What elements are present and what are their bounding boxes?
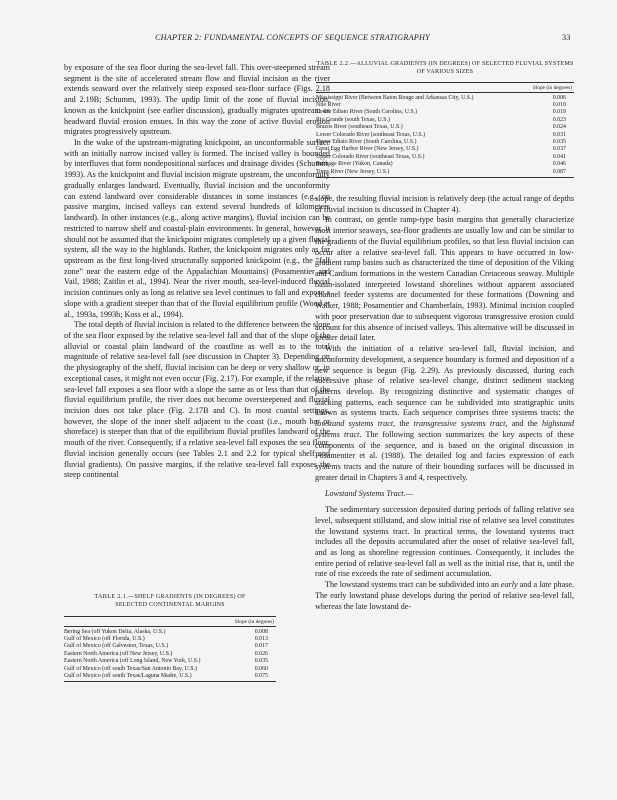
paragraph: The sedimentary succession deposited during periods of falling relative sea level, subsequent stillstand, and slow initial rise of relative sea level constitutes the lowstand systems tract. In practical terms, the lowstand systems tract includes all the deposits accumulated after the onset of relative sea-level fall, and as long as shoreline regression continues. Consequently, it includes the entire period of relative sea-level fall as well as the initial rise, that is, until the rate of rise exceeds the rate of sediment accumulation. <box>315 505 574 579</box>
row-location: Upper Colorado River (southeast Texas, U.S.) <box>316 153 425 160</box>
term-early: early <box>500 580 518 590</box>
term-transgressive: transgressive systems tract <box>413 419 506 429</box>
table-rule <box>316 82 574 83</box>
row-location: Babbage River (Yukon, Canada) <box>316 161 393 168</box>
row-slope: 0.041 <box>552 153 566 160</box>
paragraph: In contrast, on gentle ramp-type basin margins that generally characterize most interior seaways, sea-floor gradients are usually low and can be similar to the gradients of the fluvial equilibrium profiles, so that less fluvial incision can occur after a relative sea-level fall. This appears to have occurred in low-gradient ramp basins such as characterized the time of deposition of the Viking and Cardium formations in the western Canadian Cretaceous seaway. Multiple basin-isolated interpreted lowstand shorelines without apparent associated channel feeder systems are documented for these formations (Downing and Walker, 1988; Posamentier and Chamberlain, 1993). Minimal incision coupled with poor preservation due to subsequent vigorous transgressive erosion could account for this absence of incised valleys. This alternative will be discussed in greater detail later. <box>315 215 574 343</box>
row-location: Eastern North America (off Long Island, New York, U.S.) <box>64 658 201 665</box>
right-column <box>315 194 574 612</box>
table-row <box>316 132 574 139</box>
row-slope: 0.075 <box>254 673 268 680</box>
row-location: Toms River (New Jersey, U.S.) <box>316 168 390 175</box>
table-unit-header: Slope (in degrees) <box>234 618 274 625</box>
paragraph: In the wake of the upstream-migrating knickpoint, an unconformable surface with an initially narrow incised valley is formed. The incised valley is bounded by interfluves that form nondepositional surfaces and drainage divides (Schumm, 1993). As the knickpoint and fluvial incision migrate upstream, the unconformity gradually enlarges landward. Eventually, fluvial incision and the unconformity can extend landward over considerable distances in some instances (e.g., on passive margins, incised valleys can extend several hundreds of kilometers landward). In other instances (e.g., along active margins), fluvial incision can be restricted to narrow shelf and coastal-plain environments. In general, however, it should not be assumed that the knickpoint migrates completely up a given fluvial system, all the way to the highlands. Rather, the knickpoint migrates only as far upstream as the first long-lived structurally supported knickpoint (e.g., the “fall zone” near the eastern edge of the Appalachian Mountains) (Posamentier and Vail, 1988; Zaitlin et al., 1994). Near the river mouth, sea-level-induced fluvial incision continues only as long as relative sea level continues to fall and expose a slope with a gradient steeper than that of the fluvial equilibrium profile (Wood et al., 1993a, 1993b; Koss et al., 1994). <box>64 138 330 319</box>
row-location: Gulf of Mexico (off Galveston, Texas, U.S.) <box>64 643 169 650</box>
row-location: Nile River <box>316 102 341 108</box>
row-location: Rio Grande (south Texas, U.S.) <box>316 116 390 123</box>
table-body <box>64 629 276 681</box>
row-location: Bering Sea (off Yukon Delta, Alaska, U.S.) <box>64 628 166 635</box>
table-body <box>316 95 574 176</box>
row-slope: 0.008 <box>254 628 268 635</box>
row-location: Gulf of Mexico (off Florida, U.S.) <box>64 636 145 642</box>
paragraph: by exposure of the sea floor during the sea-level fall. This over-steepened stream segment is the site of accelerated stream flow and fluvial incision as the river extends seaward over the relatively steep exposed sea-floor surface (Figs. 2.18 and 2.19B; Schumm, 1993). The updip limit of the zone of fluvial incision, known as the knickpoint (see earlier discussion), gradually migrates upstream as headward fluvial erosion ensues. In this way the zone of active fluvial erosion migrates progressively upstream. <box>64 63 330 137</box>
row-location: Brazos River (southeast Texas, U.S.) <box>316 124 403 131</box>
row-slope: 0.023 <box>552 116 566 123</box>
row-slope: 0.087 <box>552 168 566 175</box>
row-slope: 0.017 <box>254 643 268 650</box>
row-location: Mississippi River (Between Baton Rouge and Arkansas City, U.S.) <box>316 94 474 101</box>
table-row <box>316 146 574 153</box>
table-unit-header: Slope (in degrees) <box>532 84 572 91</box>
table-caption: TABLE 2.2.—ALLUVIAL GRADIENTS (IN DEGREES) OF SELECTED FLUVIAL SYSTEMS OF VARIOUS SIZES <box>316 61 574 75</box>
table-row <box>64 666 276 673</box>
term-highstand: highstand systems tract <box>315 419 574 439</box>
paragraph: With the initiation of a relative sea-level fall, fluvial incision, and unconformity development, a sequence boundary is formed and deposition of a new sequence is begun (Fig. 2.29). As previously discussed, during each successive phase of relative sea-level change, distinct sediment stacking patterns develop. By recognizing distinctive and systematic changes of stacking patterns, each sequence can be subdivided into stratigraphic units known as systems tracts. Each sequence comprises three systems tracts: the lowstand systems tract, the transgressive systems tract, and the highstand systems tract. The following section summarizes the key aspects of these components of the sequence, and is based on the original discussion in Posamentier et al. (1988). The detailed log and facies expression of each systems tracts and the nature of their bounding surfaces will be discussed in greater detail in Chapters 3 and 4, respectively. <box>315 344 574 482</box>
paragraph: The total depth of fluvial incision is related to the difference between the slope of the sea floor exposed by the relative sea-level fall and that of the slope of the alluvial or coastal plain landward of the coastline as well as to the total magnitude of relative sea-level fall (see discussion in Chapter 3). Depending on the physiography of the shelf, fluvial incision can be deep or very shallow or, in exceptional cases, it might not even occur (Fig. 2.17). For example, if the relative sea-level fall exposes a sea floor with a slope the same as or less than that of the fluvial equilibrium profile, the river does not become oversteepened and fluvial incision does not take place (Fig. 2.17B and C). In most coastal settings, however, the slope of the inner shelf adjacent to the coast (i.e., mouth bar or shoreface) is steeper than that of the equilibrium fluvial profiles landward of the mouth of the river. Consequently, if a relative sea-level fall exposes the sea floor, fluvial incision generally occurs (see Tables 2.1 and 2.2 for typical shelf and fluvial gradients). On passive margins, if the relative sea-level fall exposes the steep continental <box>64 320 330 480</box>
row-slope: 0.031 <box>552 131 566 138</box>
page-number: 33 <box>562 33 571 42</box>
row-slope: 0.037 <box>552 146 566 153</box>
table-row <box>316 109 574 116</box>
row-slope: 0.046 <box>552 161 566 168</box>
row-location: Upper Ediato River (South Carolina, U.S.) <box>316 139 417 146</box>
row-slope: 0.035 <box>552 139 566 146</box>
table-2-1 <box>64 594 276 682</box>
table-rule <box>64 681 276 682</box>
table-row <box>64 673 276 680</box>
row-slope: 0.006 <box>552 94 566 101</box>
term-late: late <box>539 580 552 590</box>
row-slope: 0.026 <box>254 650 268 657</box>
paragraph: slope, the resulting fluvial incision is relatively deep (the actual range of depths of fluvial incision is discussed in Chapter 4). <box>315 194 574 214</box>
table-rule <box>316 177 574 178</box>
left-column <box>64 63 330 481</box>
table-row <box>64 658 276 665</box>
row-location: Gulf of Mexico (off south Texas/San Antonio Bay, U.S.) <box>64 665 197 672</box>
table-row <box>316 161 574 168</box>
table-row <box>316 124 574 131</box>
row-location: Great Egg Harbor River (New Jersey, U.S.) <box>316 146 419 153</box>
row-slope: 0.024 <box>552 124 566 131</box>
paragraph: The lowstand systems tract can be subdivided into an early and a late phase. The early lowstand phase develops during the period of relative sea-level fall, whereas the late lowstand de- <box>315 580 575 611</box>
chapter-title: CHAPTER 2: FUNDAMENTAL CONCEPTS OF SEQUENCE STRATIGRAPHY <box>155 33 430 42</box>
section-subheading: Lowstand Systems Tract.— <box>325 489 413 499</box>
row-slope: 0.010 <box>552 102 566 108</box>
table-caption: TABLE 2.1.—SHELF GRADIENTS (IN DEGREES) OF SELECTED CONTINENTAL MARGINS <box>94 594 246 608</box>
table-rule <box>316 92 574 93</box>
table-row <box>64 643 276 650</box>
table-row <box>316 169 574 176</box>
row-location: Eastern North America (off New Jersey, U.S.) <box>64 650 173 657</box>
row-slope: 0.060 <box>254 665 268 672</box>
row-location: Lower Ediato River (South Carolina, U.S.) <box>316 109 418 116</box>
row-slope: 0.035 <box>254 658 268 665</box>
table-row <box>316 95 574 102</box>
row-location: Lower Colorado River (southeast Texas, U.S.) <box>316 131 426 138</box>
row-slope: 0.019 <box>552 109 566 116</box>
term-lowstand: lowstand systems tract <box>315 419 394 429</box>
row-slope: 0.013 <box>254 636 268 642</box>
table-rule <box>64 616 276 617</box>
row-location: Gulf of Mexico (off south Texas/Laguna Madre, U.S.) <box>64 673 192 680</box>
table-2-2 <box>316 61 574 178</box>
table-rule <box>64 626 276 627</box>
table-row <box>64 629 276 636</box>
